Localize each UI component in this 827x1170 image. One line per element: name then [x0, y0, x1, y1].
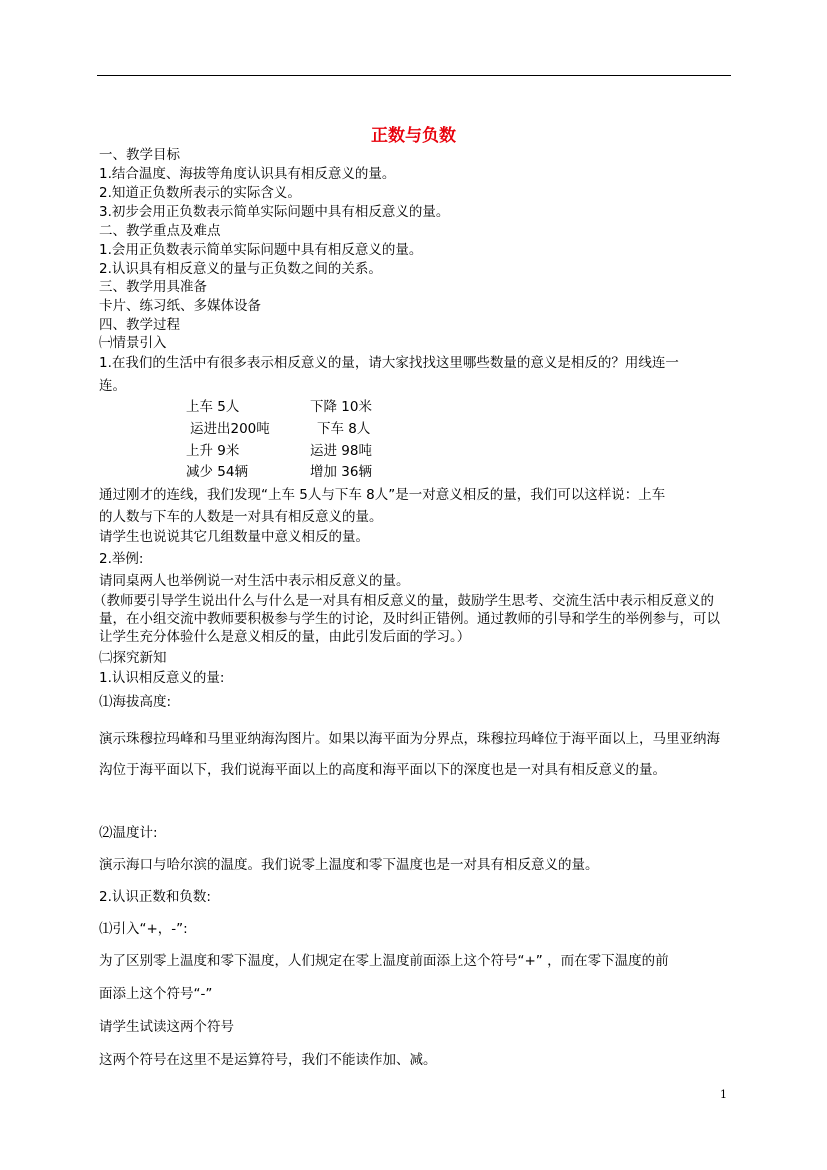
pair-right-item: 增加 36辆	[310, 464, 372, 480]
paragraph: 请学生也说说其它几组数量中意义相反的量。	[99, 529, 369, 545]
pair-right-item: 下车 8人	[317, 421, 371, 437]
numbered-heading: 2.认识正数和负数:	[99, 889, 211, 905]
question-text: 1.在我们的生活中有很多表示相反意义的量，请大家找找这里哪些数量的意义是相反的？用线连一	[99, 355, 679, 371]
keypoint-item: 1.会用正负数表示简单实际问题中具有相反意义的量。	[99, 242, 423, 258]
document-title: 正数与负数	[371, 126, 456, 146]
paragraph: 请同桌两人也举例说一对生活中表示相反意义的量。	[99, 573, 410, 589]
section-heading-process: 四、教学过程	[99, 317, 180, 333]
altitude-paragraph: 演示珠穆拉玛峰和马里亚纳海沟图片。如果以海平面为分界点，珠穆拉玛峰位于海平面以上，马里亚纳海沟位于海平面以下，我们说海平面以上的高度和海平面以下的深度也是一对具有相反意义的量。	[99, 731, 720, 778]
goal-item: 3.初步会用正负数表示简单实际问题中具有相反意义的量。	[99, 204, 450, 220]
pair-right-item: 运进 98吨	[310, 443, 372, 459]
goal-item: 2.知道正负数所表示的实际含义。	[99, 185, 301, 201]
keypoint-item: 2.认识具有相反意义的量与正负数之间的关系。	[99, 261, 382, 277]
example-heading: 2.举例:	[99, 551, 144, 567]
paragraph: 这两个符号在这里不是运算符号，我们不能读作加、减。	[99, 1052, 437, 1068]
paragraph: 为了区别零上温度和零下温度，人们规定在零上温度前面添上这个符号“+” ，而在零下温度的前	[99, 953, 669, 969]
pair-left-item: 上车 5人	[186, 399, 240, 415]
paragraph: 演示海口与哈尔滨的温度。我们说零上温度和零下温度也是一对具有相反意义的量。	[99, 857, 599, 873]
subsection-explore: ㈡探究新知	[99, 650, 167, 666]
sub-heading-altitude: ⑴海拔高度:	[99, 694, 172, 710]
subsection-intro: ㈠情景引入	[99, 335, 167, 351]
sub-heading-signs: ⑴引入“+，-”:	[99, 921, 188, 937]
paragraph: 请学生试读这两个符号	[99, 1019, 234, 1035]
pair-right-item: 下降 10米	[310, 399, 372, 415]
goal-item: 1.结合温度、海拔等角度认识具有相反意义的量。	[99, 166, 396, 182]
pair-left-item: 减少 54辆	[186, 464, 248, 480]
section-heading-keypoints: 二、教学重点及难点	[99, 223, 221, 239]
header-rule	[97, 75, 731, 76]
section-heading-tools: 三、教学用具准备	[99, 279, 207, 295]
tools-text: 卡片、练习纸、多媒体设备	[99, 298, 261, 314]
teacher-note: （教师要引导学生说出什么与什么是一对具有相反意义的量，鼓励学生思考、交流生活中表示相反意义的量，在小组交流中教师要积极参与学生的讨论，及时纠正错例。通过教师的引导和学生的举例参与，可以让学生充分体验什么是意义相反的量，由此引发后面的学习。）	[93, 593, 720, 645]
pair-left-item: 上升 9米	[186, 443, 240, 459]
pair-left-item: 运进出200吨	[190, 421, 270, 437]
sub-heading-thermometer: ⑵温度计:	[99, 825, 158, 841]
page-number: 1	[720, 1088, 727, 1101]
section-heading-goals: 一、教学目标	[99, 147, 180, 163]
paragraph: 的人数与下车的人数是一对具有相反意义的量。	[99, 509, 383, 525]
paragraph: 面添上这个符号“-”	[99, 986, 213, 1002]
question-text-cont: 连。	[99, 378, 126, 394]
paragraph: 通过刚才的连线，我们发现“上车 5人与下车 8人”是一对意义相反的量，我们可以这样说：上车	[99, 487, 666, 503]
numbered-heading: 1.认识相反意义的量:	[99, 670, 225, 686]
